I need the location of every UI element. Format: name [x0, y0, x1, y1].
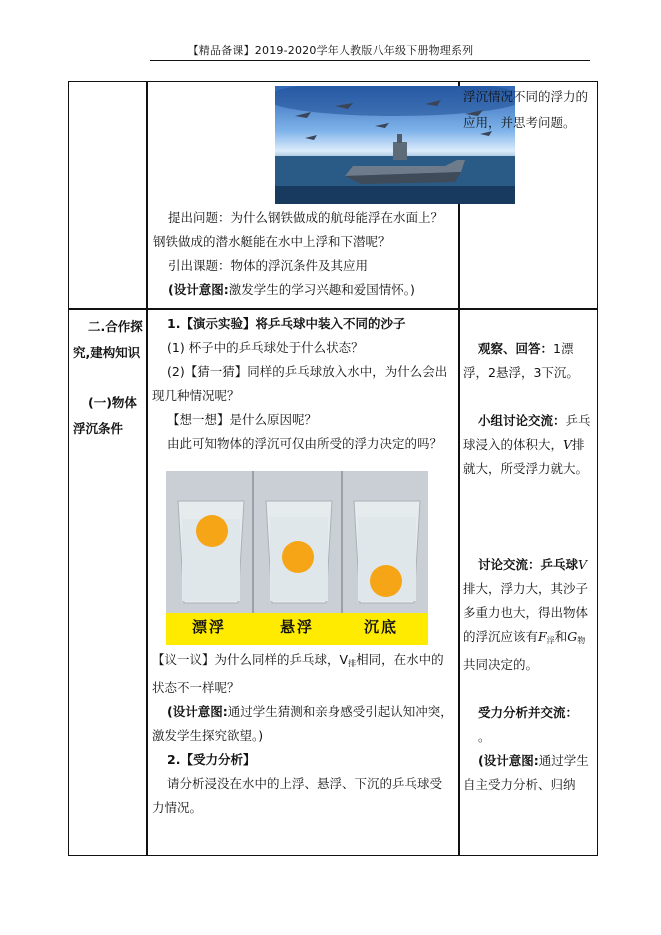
discuss-question — [152, 648, 454, 700]
label-floating: 漂浮 — [192, 618, 227, 636]
question-3: 【想一想】是什么原因呢？ — [167, 412, 318, 427]
header-rule — [150, 60, 590, 61]
group-text-a: 乒乓球浸入的体积大， — [463, 413, 591, 452]
gravity-symbol: G — [567, 629, 578, 644]
lesson-table — [68, 81, 598, 856]
question-text: 提出问题：为什么钢铁做成的航母能浮在水面上？钢铁做成的潜水艇能在水中上浮和下潜呢？ — [153, 210, 444, 249]
discuss-label: 讨论交流： — [478, 557, 541, 572]
discuss-v-symbol: V — [578, 557, 588, 572]
topic-intro-text: 引出课题：物体的浮沉条件及其应用 — [168, 258, 369, 273]
force-exchange-label: 受力分析并交流： — [478, 705, 579, 720]
discuss-text-a: 【议一议】为什么同样的乒乓球，V — [152, 652, 349, 667]
sunken-ball — [370, 565, 402, 597]
row2-middle-cell — [152, 312, 454, 857]
design-intent-2-text: 通过学生猜测和亲身感受引起认知冲突，激发学生探究欲望。) — [152, 704, 453, 743]
design-intent-3-text: 通过学生自主受力分析、归纳 — [463, 753, 589, 792]
design-intent-3 — [463, 749, 595, 797]
buoyant-subscript: 浮 — [546, 636, 555, 645]
label-suspended: 悬浮 — [280, 618, 315, 636]
question-1: (1) 杯子中的乒乓球处于什么状态？ — [167, 340, 364, 355]
design-intent-2 — [152, 700, 454, 748]
group-v-symbol: V — [563, 437, 573, 452]
discussion-exchange — [463, 553, 595, 677]
demo-title: 1.【演示实验】将乒乓球中装入不同的沙子 — [167, 316, 406, 331]
group-text-b: 排就大，所受浮力就大。 — [463, 437, 589, 476]
design-intent-2-label: (设计意图: — [167, 704, 228, 719]
design-intent-1 — [153, 278, 449, 302]
row2-left-cell — [73, 314, 143, 442]
force-analysis-text: 请分析浸没在水中的上浮、悬浮、下沉的乒乓球受力情况。 — [152, 776, 443, 815]
observe-label: 观察、回答： — [478, 341, 554, 356]
discuss-text-c: 共同决定的。 — [463, 657, 539, 672]
question-2: (2)【猜一猜】同样的乒乓球放入水中，为什么会出现几种情况呢？ — [152, 364, 448, 403]
design-intent-1-text: 激发学生的学习兴趣和爱国情怀。) — [228, 282, 415, 297]
page-header: 【精品备课】2019-2020学年人教版八年级下册物理系列 — [187, 44, 474, 57]
label-sunken: 沉底 — [364, 618, 399, 636]
buoyant-force-symbol: F — [538, 629, 547, 644]
discuss-text-b: 相同，在水中的状态不一样呢？ — [152, 652, 444, 695]
subsection-title: (一)物体浮沉条件 — [73, 395, 137, 436]
force-analysis-title: 2.【受力分析】 — [167, 752, 256, 767]
group-discussion — [463, 409, 595, 481]
question-4: 由此可知物体的浮沉可仅由所受的浮力决定的吗？ — [167, 436, 443, 451]
gravity-subscript: 物 — [577, 636, 586, 645]
beakers-illustration — [166, 471, 428, 613]
design-intent-3-label: (设计意图: — [478, 753, 539, 768]
row-divider — [69, 308, 597, 310]
discuss-text-b-right: 排大，浮力大，其沙子多重力也大，得出物体的浮沉应该有 — [463, 581, 589, 644]
floating-ball — [196, 515, 228, 547]
design-intent-1-label: (设计意图: — [168, 282, 229, 297]
discuss-and: 和 — [554, 629, 568, 644]
pingpong-experiment-photo — [166, 471, 428, 645]
row1-right-text: 浮沉情况不同的浮力的应用，并思考问题。 — [463, 89, 589, 130]
row1-right-cell — [463, 84, 593, 136]
discuss-subscript: 排 — [348, 659, 357, 668]
row2-right-cell — [463, 337, 595, 797]
row1-middle-cell — [148, 82, 456, 308]
force-exchange-dot: 。 — [478, 729, 491, 744]
observe-answer — [463, 337, 595, 385]
suspended-ball — [282, 541, 314, 573]
observe-text: 1漂浮，2悬浮，3下沉。 — [463, 341, 579, 380]
group-label: 小组讨论交流： — [478, 413, 566, 428]
section-title: 二.合作探究,建构知识 — [73, 319, 143, 360]
discuss-text-a-right: 乒乓球 — [540, 557, 579, 572]
